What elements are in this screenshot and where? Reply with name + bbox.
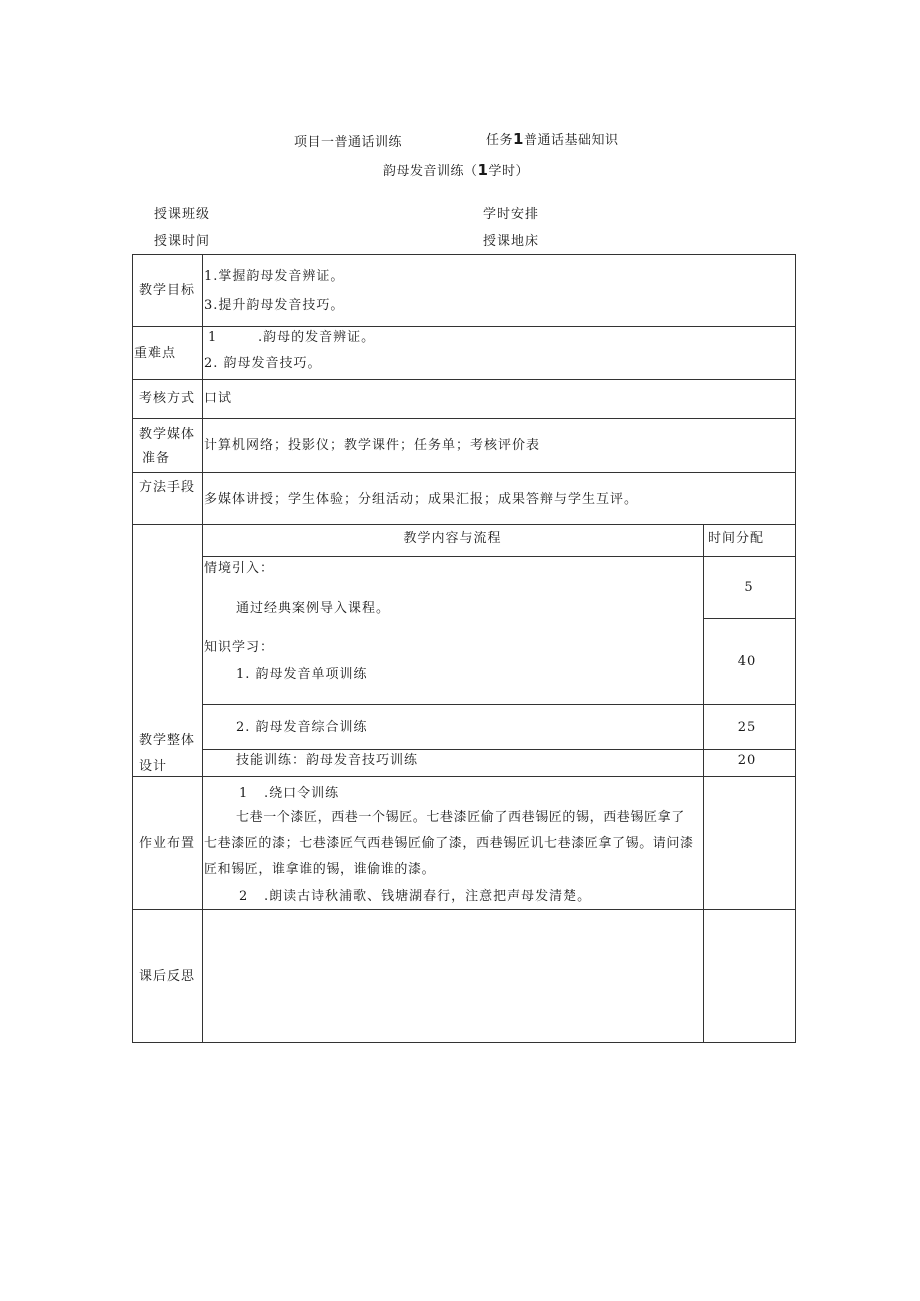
homework-1-title: .绕口令训练: [264, 786, 340, 801]
homework-2-number: 2: [239, 889, 249, 904]
media-label-line-2: 准备: [141, 451, 170, 466]
lesson-hours-number: 1: [477, 161, 489, 179]
lesson-title-suffix: 学时）: [488, 164, 529, 179]
border-bottom: [132, 1042, 795, 1043]
key-item-2: 2. 韵母发音技巧。: [204, 356, 322, 371]
row-divider: [132, 418, 795, 419]
task-prefix: 任务: [486, 133, 514, 148]
knowledge-item-2-time: 25: [737, 720, 757, 735]
lesson-title: [383, 160, 529, 179]
knowledge-1-divider: [202, 704, 795, 705]
time-header: 时间分配: [707, 531, 764, 546]
homework-1-text: 七巷一个漆匠，西巷一个锡匠。七巷漆匠偷了西巷锡匠的锡，西巷锡匠拿了七巷漆匠的漆；七巷漆匠气西巷锡匠偷了漆，西巷锡匠讥七巷漆匠拿了锡。请问漆匠和锡匠，谁拿谁的锡，谁偷谁的漆。: [204, 810, 694, 877]
homework-label: 作业布置: [138, 836, 195, 851]
task-title: 普通话基础知识: [523, 133, 619, 148]
homework-1-number: 1: [239, 786, 249, 801]
knowledge-item-1-time: 40: [737, 654, 757, 669]
task-number: 1: [513, 130, 524, 148]
knowledge-title: 知识学习：: [204, 640, 275, 655]
label-column-divider: [202, 254, 203, 1043]
project-title: 项目一普通话训练: [294, 135, 403, 150]
key-points-label: 重难点: [134, 346, 177, 361]
media-value: 计算机网络；投影仪；教学课件；任务单；考核评价表: [204, 438, 541, 453]
design-label-line-2: 设计: [138, 759, 167, 774]
time-label: 授课时间: [154, 234, 211, 249]
row-divider: [132, 909, 795, 910]
intro-title: 情境引入：: [204, 561, 275, 576]
knowledge-item-1: 1. 韵母发音单项训练: [236, 667, 368, 682]
place-label: 授课地床: [483, 234, 540, 249]
border-left: [132, 254, 133, 1043]
class-label: 授课班级: [154, 207, 211, 222]
intro-time: 5: [744, 580, 754, 595]
goal-label: 教学目标: [138, 283, 195, 298]
skill-training: 技能训练：韵母发音技巧训练: [236, 753, 419, 768]
key-item-1: .韵母的发音辨证。: [258, 330, 376, 345]
design-header-divider: [202, 556, 795, 557]
border-right: [795, 254, 796, 1043]
key-item-1-number: 1: [208, 330, 218, 345]
method-label: 方法手段: [138, 480, 195, 495]
hours-label: 学时安排: [483, 207, 540, 222]
lesson-title-prefix: 韵母发音训练（: [383, 164, 478, 179]
row-divider: [132, 326, 795, 327]
row-divider: [132, 524, 795, 525]
row-divider: [132, 776, 795, 777]
knowledge-item-2: 2. 韵母发音综合训练: [236, 720, 368, 735]
goal-item-1: 1.掌握韵母发音辨证。: [204, 269, 345, 284]
assessment-label: 考核方式: [138, 391, 195, 406]
intro-text: 通过经典案例导入课程。: [236, 601, 391, 616]
assessment-value: 口试: [204, 391, 233, 406]
time-column-divider: [703, 524, 704, 1043]
task-title-line: [486, 129, 618, 148]
border-top: [132, 254, 795, 255]
row-divider: [132, 472, 795, 473]
skill-training-time: 20: [737, 753, 757, 768]
header-line-1: [294, 131, 402, 150]
row-divider: [132, 379, 795, 380]
time-intro-divider: [703, 618, 795, 619]
goal-item-2: 3.提升韵母发音技巧。: [204, 298, 345, 313]
content-header: 教学内容与流程: [403, 531, 502, 546]
homework-2-text: .朗读古诗秋浦歌、钱塘湖春行，注意把声母发清楚。: [264, 889, 592, 904]
design-label-line-1: 教学整体: [138, 733, 195, 748]
lesson-plan-table: [132, 254, 795, 1042]
method-value: 多媒体讲授；学生体验；分组活动；成果汇报；成果答辩与学生互评。: [204, 492, 639, 507]
reflection-label: 课后反思: [138, 969, 195, 984]
media-label-line-1: 教学媒体: [138, 427, 195, 442]
